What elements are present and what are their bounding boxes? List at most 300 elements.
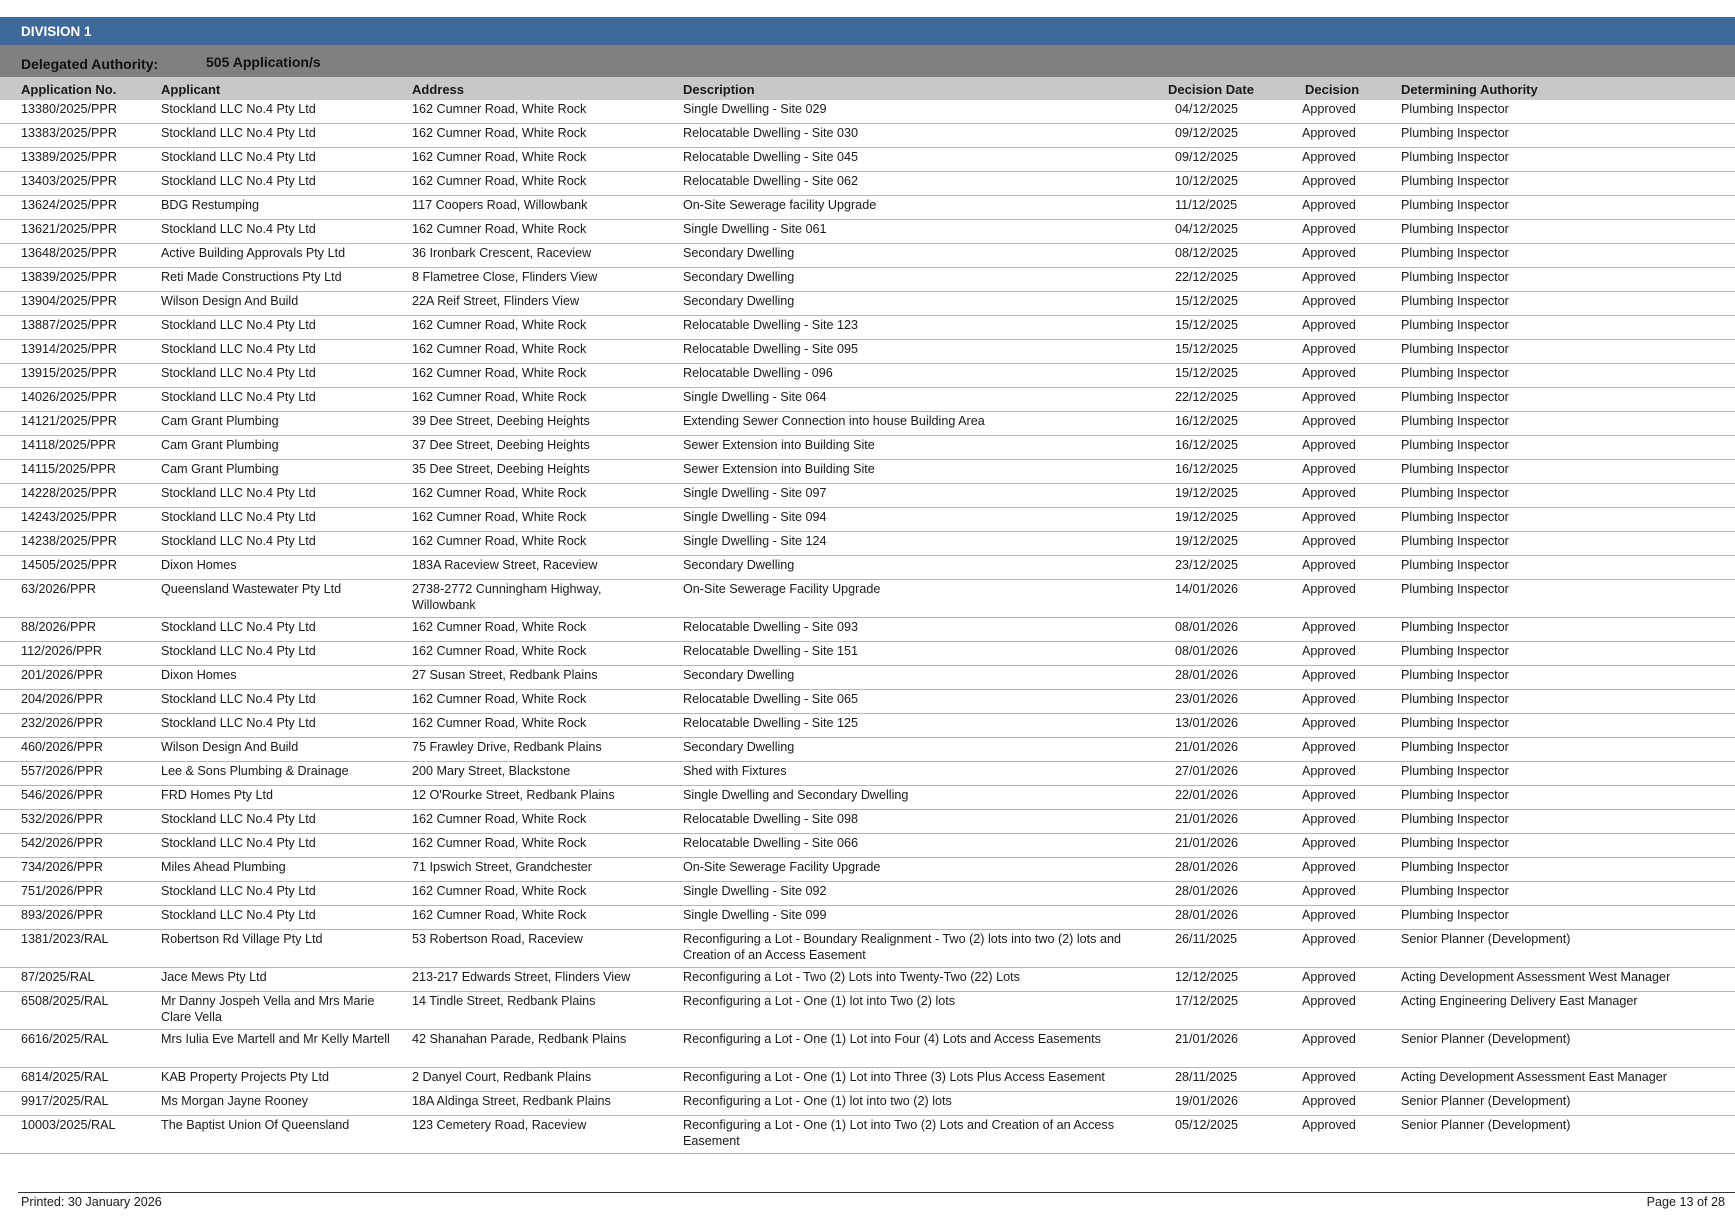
cell-address: 162 Cumner Road, White Rock [412, 620, 587, 634]
cell-description: Secondary Dwelling [683, 740, 795, 754]
table-row [0, 412, 1735, 436]
cell-decision: Approved [1302, 692, 1356, 706]
cell-application-no: 13380/2025/PPR [21, 102, 117, 116]
cell-determining-authority: Plumbing Inspector [1401, 126, 1509, 140]
table-row [0, 532, 1735, 556]
cell-applicant: Stockland LLC No.4 Pty Ltd [161, 150, 316, 164]
cell-description: Secondary Dwelling [683, 270, 795, 284]
table-row [0, 340, 1735, 364]
cell-address: 183A Raceview Street, Raceview [412, 558, 598, 572]
cell-decision: Approved [1302, 716, 1356, 730]
cell-applicant: Jace Mews Pty Ltd [161, 970, 267, 984]
cell-applicant: Stockland LLC No.4 Pty Ltd [161, 174, 316, 188]
cell-address: 36 Ironbark Crescent, Raceview [412, 246, 592, 260]
cell-decision: Approved [1302, 1118, 1356, 1132]
cell-application-no: 63/2026/PPR [21, 582, 96, 596]
cell-application-no: 13389/2025/PPR [21, 150, 117, 164]
cell-decision: Approved [1302, 222, 1356, 236]
cell-decision: Approved [1302, 558, 1356, 572]
cell-decision-date: 19/12/2025 [1175, 510, 1239, 524]
cell-determining-authority: Acting Engineering Delivery East Manager [1401, 994, 1638, 1008]
table-row [0, 834, 1735, 858]
cell-application-no: 13839/2025/PPR [21, 270, 117, 284]
cell-applicant: Stockland LLC No.4 Pty Ltd [161, 390, 316, 404]
table-row [0, 906, 1735, 930]
table-row [0, 738, 1735, 762]
cell-applicant: Active Building Approvals Pty Ltd [161, 246, 346, 260]
cell-decision: Approved [1302, 764, 1356, 778]
table-row [0, 172, 1735, 196]
cell-decision: Approved [1302, 342, 1356, 356]
applications-table [0, 100, 1735, 1154]
cell-address: 2738-2772 Cunningham Highway, Willowbank [412, 582, 602, 612]
table-row [0, 148, 1735, 172]
table-row [0, 618, 1735, 642]
cell-applicant: Dixon Homes [161, 668, 237, 682]
cell-determining-authority: Plumbing Inspector [1401, 884, 1509, 898]
cell-decision: Approved [1302, 836, 1356, 850]
cell-address: 117 Coopers Road, Willowbank [412, 198, 588, 212]
column-header-description: Description [683, 82, 755, 97]
cell-applicant: Stockland LLC No.4 Pty Ltd [161, 366, 316, 380]
cell-address: 162 Cumner Road, White Rock [412, 486, 587, 500]
cell-decision-date: 19/12/2025 [1175, 486, 1239, 500]
cell-application-no: 13914/2025/PPR [21, 342, 117, 356]
cell-application-no: 546/2026/PPR [21, 788, 103, 802]
cell-determining-authority: Plumbing Inspector [1401, 558, 1509, 572]
cell-decision: Approved [1302, 534, 1356, 548]
cell-application-no: 6616/2025/RAL [21, 1032, 109, 1046]
cell-application-no: 14238/2025/PPR [21, 534, 117, 548]
cell-decision: Approved [1302, 860, 1356, 874]
division-title: DIVISION 1 [21, 24, 92, 39]
cell-decision-date: 10/12/2025 [1175, 174, 1239, 188]
cell-determining-authority: Plumbing Inspector [1401, 342, 1509, 356]
cell-description: Relocatable Dwelling - Site 123 [683, 318, 859, 332]
cell-application-no: 532/2026/PPR [21, 812, 103, 826]
table-row [0, 1030, 1735, 1068]
cell-decision: Approved [1302, 462, 1356, 476]
cell-determining-authority: Plumbing Inspector [1401, 582, 1509, 596]
cell-description: Single Dwelling and Secondary Dwelling [683, 788, 909, 802]
cell-decision: Approved [1302, 318, 1356, 332]
cell-decision: Approved [1302, 740, 1356, 754]
cell-decision-date: 15/12/2025 [1175, 294, 1239, 308]
application-count: 505 Application/s [206, 54, 321, 70]
cell-address: 2 Danyel Court, Redbank Plains [412, 1070, 592, 1084]
cell-decision-date: 19/12/2025 [1175, 534, 1239, 548]
cell-decision: Approved [1302, 884, 1356, 898]
cell-description: Single Dwelling - Site 097 [683, 486, 827, 500]
cell-decision-date: 08/01/2026 [1175, 644, 1239, 658]
table-row [0, 992, 1735, 1030]
cell-description: Sewer Extension into Building Site [683, 462, 875, 476]
cell-description: Relocatable Dwelling - Site 093 [683, 620, 859, 634]
cell-determining-authority: Acting Development Assessment East Manager [1401, 1070, 1667, 1084]
cell-description: Reconfiguring a Lot - Boundary Realignment - Two (2) lots into two (2) lots and Creation of an Access Easement [683, 932, 1121, 962]
table-row [0, 292, 1735, 316]
cell-determining-authority: Plumbing Inspector [1401, 366, 1509, 380]
cell-decision-date: 22/12/2025 [1175, 270, 1239, 284]
cell-decision-date: 16/12/2025 [1175, 438, 1239, 452]
cell-decision-date: 11/12/2025 [1175, 198, 1238, 212]
cell-application-no: 201/2026/PPR [21, 668, 103, 682]
cell-decision-date: 28/01/2026 [1175, 860, 1239, 874]
table-row [0, 666, 1735, 690]
cell-applicant: Robertson Rd Village Pty Ltd [161, 932, 323, 946]
cell-address: 39 Dee Street, Deebing Heights [412, 414, 590, 428]
cell-applicant: Stockland LLC No.4 Pty Ltd [161, 126, 316, 140]
cell-decision-date: 22/12/2025 [1175, 390, 1239, 404]
cell-application-no: 14026/2025/PPR [21, 390, 117, 404]
cell-applicant: Wilson Design And Build [161, 740, 299, 754]
cell-decision: Approved [1302, 668, 1356, 682]
cell-decision-date: 09/12/2025 [1175, 150, 1239, 164]
cell-determining-authority: Senior Planner (Development) [1401, 1118, 1571, 1132]
cell-decision: Approved [1302, 582, 1356, 596]
cell-address: 162 Cumner Road, White Rock [412, 716, 587, 730]
cell-determining-authority: Plumbing Inspector [1401, 812, 1509, 826]
table-row [0, 484, 1735, 508]
table-row [0, 124, 1735, 148]
cell-decision-date: 09/12/2025 [1175, 126, 1239, 140]
table-row [0, 508, 1735, 532]
cell-address: 37 Dee Street, Deebing Heights [412, 438, 590, 452]
cell-address: 213-217 Edwards Street, Flinders View [412, 970, 631, 984]
cell-application-no: 204/2026/PPR [21, 692, 103, 706]
cell-applicant: Miles Ahead Plumbing [161, 860, 286, 874]
cell-address: 75 Frawley Drive, Redbank Plains [412, 740, 602, 754]
cell-determining-authority: Plumbing Inspector [1401, 534, 1509, 548]
cell-application-no: 9917/2025/RAL [21, 1094, 109, 1108]
cell-determining-authority: Plumbing Inspector [1401, 692, 1509, 706]
cell-application-no: 88/2026/PPR [21, 620, 96, 634]
cell-description: Shed with Fixtures [683, 764, 787, 778]
cell-determining-authority: Plumbing Inspector [1401, 150, 1509, 164]
cell-decision: Approved [1302, 102, 1356, 116]
cell-address: 12 O'Rourke Street, Redbank Plains [412, 788, 615, 802]
cell-decision-date: 15/12/2025 [1175, 342, 1239, 356]
cell-decision: Approved [1302, 438, 1356, 452]
cell-description: Relocatable Dwelling - Site 045 [683, 150, 859, 164]
cell-application-no: 13648/2025/PPR [21, 246, 117, 260]
cell-description: Reconfiguring a Lot - One (1) lot into Two (2) lots [683, 994, 956, 1008]
cell-applicant: Stockland LLC No.4 Pty Ltd [161, 908, 316, 922]
authority-label: Delegated Authority: [21, 56, 159, 72]
cell-applicant: Mrs Iulia Eve Martell and Mr Kelly Martell [161, 1032, 390, 1046]
cell-decision-date: 12/12/2025 [1175, 970, 1239, 984]
table-row [0, 1092, 1735, 1116]
cell-decision: Approved [1302, 150, 1356, 164]
cell-description: Secondary Dwelling [683, 246, 795, 260]
table-row [0, 268, 1735, 292]
cell-determining-authority: Plumbing Inspector [1401, 764, 1509, 778]
cell-application-no: 734/2026/PPR [21, 860, 103, 874]
cell-determining-authority: Plumbing Inspector [1401, 462, 1509, 476]
table-row [0, 858, 1735, 882]
table-row [0, 1068, 1735, 1092]
division-header [0, 17, 1735, 45]
cell-determining-authority: Plumbing Inspector [1401, 788, 1509, 802]
cell-determining-authority: Acting Development Assessment West Manager [1401, 970, 1671, 984]
cell-determining-authority: Plumbing Inspector [1401, 740, 1509, 754]
cell-address: 162 Cumner Road, White Rock [412, 692, 587, 706]
cell-applicant: Lee & Sons Plumbing & Drainage [161, 764, 349, 778]
cell-decision-date: 19/01/2026 [1175, 1094, 1239, 1108]
cell-description: Relocatable Dwelling - Site 151 [683, 644, 859, 658]
cell-decision-date: 21/01/2026 [1175, 812, 1239, 826]
cell-address: 162 Cumner Road, White Rock [412, 174, 587, 188]
cell-decision-date: 16/12/2025 [1175, 414, 1239, 428]
cell-decision-date: 15/12/2025 [1175, 366, 1239, 380]
cell-decision: Approved [1302, 644, 1356, 658]
cell-address: 162 Cumner Road, White Rock [412, 644, 587, 658]
cell-decision-date: 23/12/2025 [1175, 558, 1239, 572]
cell-applicant: Cam Grant Plumbing [161, 438, 279, 452]
cell-decision-date: 08/12/2025 [1175, 246, 1239, 260]
cell-decision: Approved [1302, 294, 1356, 308]
cell-description: Reconfiguring a Lot - One (1) Lot into Three (3) Lots Plus Access Easement [683, 1070, 1105, 1084]
cell-applicant: KAB Property Projects Pty Ltd [161, 1070, 329, 1084]
cell-decision: Approved [1302, 486, 1356, 500]
cell-description: Secondary Dwelling [683, 294, 795, 308]
cell-address: 162 Cumner Road, White Rock [412, 318, 587, 332]
cell-application-no: 14243/2025/PPR [21, 510, 117, 524]
column-header-decision-date: Decision Date [1168, 82, 1254, 97]
cell-applicant: Stockland LLC No.4 Pty Ltd [161, 620, 316, 634]
cell-applicant: Stockland LLC No.4 Pty Ltd [161, 222, 316, 236]
column-header-application-no: Application No. [21, 82, 117, 97]
cell-address: 162 Cumner Road, White Rock [412, 884, 587, 898]
cell-address: 162 Cumner Road, White Rock [412, 102, 587, 116]
cell-description: Relocatable Dwelling - Site 125 [683, 716, 859, 730]
cell-determining-authority: Plumbing Inspector [1401, 486, 1509, 500]
cell-decision-date: 16/12/2025 [1175, 462, 1239, 476]
cell-description: On-Site Sewerage Facility Upgrade [683, 860, 881, 874]
footer-divider [18, 1192, 1735, 1193]
table-header [0, 77, 1735, 100]
cell-application-no: 10003/2025/RAL [21, 1118, 116, 1132]
cell-application-no: 13403/2025/PPR [21, 174, 117, 188]
cell-determining-authority: Plumbing Inspector [1401, 620, 1509, 634]
cell-address: 162 Cumner Road, White Rock [412, 812, 587, 826]
page-number: Page 13 of 28 [1646, 1195, 1725, 1209]
cell-decision: Approved [1302, 390, 1356, 404]
cell-description: Reconfiguring a Lot - One (1) Lot into Two (2) Lots and Creation of an Access Easement [683, 1118, 1114, 1148]
cell-decision-date: 13/01/2026 [1175, 716, 1239, 730]
cell-decision: Approved [1302, 414, 1356, 428]
cell-applicant: Stockland LLC No.4 Pty Ltd [161, 318, 316, 332]
cell-determining-authority: Plumbing Inspector [1401, 270, 1509, 284]
cell-description: Reconfiguring a Lot - One (1) lot into two (2) lots [683, 1094, 952, 1108]
cell-application-no: 6508/2025/RAL [21, 994, 109, 1008]
cell-decision: Approved [1302, 198, 1356, 212]
table-row [0, 882, 1735, 906]
column-header-address: Address [412, 82, 465, 97]
cell-address: 162 Cumner Road, White Rock [412, 390, 587, 404]
table-row [0, 556, 1735, 580]
cell-address: 14 Tindle Street, Redbank Plains [412, 994, 596, 1008]
cell-applicant: FRD Homes Pty Ltd [161, 788, 273, 802]
cell-description: Relocatable Dwelling - Site 030 [683, 126, 859, 140]
cell-application-no: 232/2026/PPR [21, 716, 103, 730]
table-row [0, 244, 1735, 268]
cell-description: On-Site Sewerage Facility Upgrade [683, 582, 881, 596]
table-row [0, 642, 1735, 666]
cell-applicant: Stockland LLC No.4 Pty Ltd [161, 716, 316, 730]
cell-address: 162 Cumner Road, White Rock [412, 222, 587, 236]
cell-description: Secondary Dwelling [683, 668, 795, 682]
cell-address: 162 Cumner Road, White Rock [412, 836, 587, 850]
cell-applicant: Stockland LLC No.4 Pty Ltd [161, 884, 316, 898]
cell-decision-date: 28/01/2026 [1175, 668, 1239, 682]
table-row [0, 930, 1735, 968]
cell-description: Relocatable Dwelling - Site 098 [683, 812, 859, 826]
cell-decision-date: 23/01/2026 [1175, 692, 1239, 706]
table-row [0, 316, 1735, 340]
cell-description: Single Dwelling - Site 064 [683, 390, 827, 404]
cell-decision: Approved [1302, 510, 1356, 524]
cell-applicant: BDG Restumping [161, 198, 259, 212]
cell-address: 42 Shanahan Parade, Redbank Plains [412, 1032, 627, 1046]
cell-description: Single Dwelling - Site 092 [683, 884, 827, 898]
cell-application-no: 557/2026/PPR [21, 764, 103, 778]
cell-applicant: Reti Made Constructions Pty Ltd [161, 270, 342, 284]
table-row [0, 388, 1735, 412]
cell-decision: Approved [1302, 788, 1356, 802]
cell-address: 27 Susan Street, Redbank Plains [412, 668, 598, 682]
table-row [0, 460, 1735, 484]
cell-determining-authority: Plumbing Inspector [1401, 174, 1509, 188]
column-header-applicant: Applicant [161, 82, 221, 97]
cell-description: Single Dwelling - Site 094 [683, 510, 827, 524]
cell-decision: Approved [1302, 620, 1356, 634]
cell-applicant: Cam Grant Plumbing [161, 414, 279, 428]
cell-decision-date: 15/12/2025 [1175, 318, 1239, 332]
cell-description: Reconfiguring a Lot - Two (2) Lots into Twenty-Two (22) Lots [683, 970, 1020, 984]
cell-decision-date: 21/01/2026 [1175, 740, 1239, 754]
cell-application-no: 14118/2025/PPR [21, 438, 116, 452]
cell-determining-authority: Plumbing Inspector [1401, 644, 1509, 658]
cell-applicant: Wilson Design And Build [161, 294, 299, 308]
cell-decision: Approved [1302, 1094, 1356, 1108]
cell-decision: Approved [1302, 366, 1356, 380]
cell-decision: Approved [1302, 994, 1356, 1008]
column-header-determining-authority: Determining Authority [1401, 82, 1538, 97]
cell-address: 162 Cumner Road, White Rock [412, 342, 587, 356]
cell-decision-date: 05/12/2025 [1175, 1118, 1239, 1132]
cell-address: 200 Mary Street, Blackstone [412, 764, 571, 778]
cell-description: Single Dwelling - Site 029 [683, 102, 827, 116]
printed-date: Printed: 30 January 2026 [21, 1195, 162, 1209]
cell-determining-authority: Plumbing Inspector [1401, 246, 1509, 260]
cell-description: Reconfiguring a Lot - One (1) Lot into Four (4) Lots and Access Easements [683, 1032, 1101, 1046]
cell-application-no: 13624/2025/PPR [21, 198, 117, 212]
cell-applicant: Stockland LLC No.4 Pty Ltd [161, 836, 316, 850]
cell-address: 35 Dee Street, Deebing Heights [412, 462, 590, 476]
cell-address: 162 Cumner Road, White Rock [412, 510, 587, 524]
cell-determining-authority: Plumbing Inspector [1401, 414, 1509, 428]
table-row [0, 968, 1735, 992]
cell-decision: Approved [1302, 174, 1356, 188]
cell-applicant: Stockland LLC No.4 Pty Ltd [161, 812, 316, 826]
cell-decision: Approved [1302, 970, 1356, 984]
cell-application-no: 751/2026/PPR [21, 884, 103, 898]
cell-applicant: Mr Danny Jospeh Vella and Mrs Marie Clare Vella [161, 994, 375, 1024]
cell-decision: Approved [1302, 932, 1356, 946]
cell-decision-date: 27/01/2026 [1175, 764, 1239, 778]
cell-applicant: Stockland LLC No.4 Pty Ltd [161, 102, 316, 116]
cell-address: 53 Robertson Road, Raceview [412, 932, 583, 946]
cell-decision-date: 08/01/2026 [1175, 620, 1239, 634]
cell-decision-date: 17/12/2025 [1175, 994, 1239, 1008]
cell-address: 162 Cumner Road, White Rock [412, 126, 587, 140]
cell-application-no: 14121/2025/PPR [21, 414, 117, 428]
cell-applicant: Queensland Wastewater Pty Ltd [161, 582, 342, 596]
cell-application-no: 14115/2025/PPR [21, 462, 116, 476]
cell-decision: Approved [1302, 908, 1356, 922]
table-row [0, 714, 1735, 738]
cell-description: Relocatable Dwelling - Site 062 [683, 174, 859, 188]
cell-description: Relocatable Dwelling - Site 095 [683, 342, 859, 356]
cell-decision-date: 04/12/2025 [1175, 102, 1239, 116]
cell-decision-date: 22/01/2026 [1175, 788, 1239, 802]
cell-description: Single Dwelling - Site 099 [683, 908, 827, 922]
cell-application-no: 893/2026/PPR [21, 908, 103, 922]
cell-determining-authority: Senior Planner (Development) [1401, 1094, 1571, 1108]
cell-determining-authority: Plumbing Inspector [1401, 668, 1509, 682]
cell-description: Extending Sewer Connection into house Building Area [683, 414, 985, 428]
cell-decision-date: 26/11/2025 [1175, 932, 1238, 946]
cell-determining-authority: Plumbing Inspector [1401, 438, 1509, 452]
cell-determining-authority: Plumbing Inspector [1401, 198, 1509, 212]
cell-determining-authority: Plumbing Inspector [1401, 294, 1509, 308]
cell-determining-authority: Plumbing Inspector [1401, 836, 1509, 850]
table-row [0, 1116, 1735, 1154]
cell-decision-date: 21/01/2026 [1175, 1032, 1239, 1046]
cell-address: 123 Cemetery Road, Raceview [412, 1118, 587, 1132]
cell-description: Secondary Dwelling [683, 558, 795, 572]
cell-decision-date: 28/11/2025 [1175, 1070, 1238, 1084]
authority-header [0, 45, 1735, 77]
cell-application-no: 87/2025/RAL [21, 970, 95, 984]
cell-application-no: 13904/2025/PPR [21, 294, 117, 308]
cell-application-no: 14505/2025/PPR [21, 558, 117, 572]
cell-applicant: Stockland LLC No.4 Pty Ltd [161, 534, 316, 548]
cell-decision: Approved [1302, 1032, 1356, 1046]
cell-applicant: Stockland LLC No.4 Pty Ltd [161, 486, 316, 500]
table-row [0, 436, 1735, 460]
cell-application-no: 13621/2025/PPR [21, 222, 117, 236]
cell-application-no: 542/2026/PPR [21, 836, 103, 850]
cell-determining-authority: Plumbing Inspector [1401, 908, 1509, 922]
cell-determining-authority: Plumbing Inspector [1401, 222, 1509, 236]
table-row [0, 220, 1735, 244]
cell-applicant: Cam Grant Plumbing [161, 462, 279, 476]
cell-application-no: 1381/2023/RAL [21, 932, 109, 946]
cell-applicant: Stockland LLC No.4 Pty Ltd [161, 510, 316, 524]
cell-description: Relocatable Dwelling - 096 [683, 366, 833, 380]
cell-address: 22A Reif Street, Flinders View [412, 294, 580, 308]
cell-decision-date: 28/01/2026 [1175, 884, 1239, 898]
cell-decision-date: 04/12/2025 [1175, 222, 1239, 236]
cell-applicant: The Baptist Union Of Queensland [161, 1118, 350, 1132]
table-row [0, 196, 1735, 220]
cell-applicant: Ms Morgan Jayne Rooney [161, 1094, 308, 1108]
cell-determining-authority: Plumbing Inspector [1401, 860, 1509, 874]
cell-applicant: Stockland LLC No.4 Pty Ltd [161, 644, 316, 658]
cell-application-no: 112/2026/PPR [21, 644, 102, 658]
